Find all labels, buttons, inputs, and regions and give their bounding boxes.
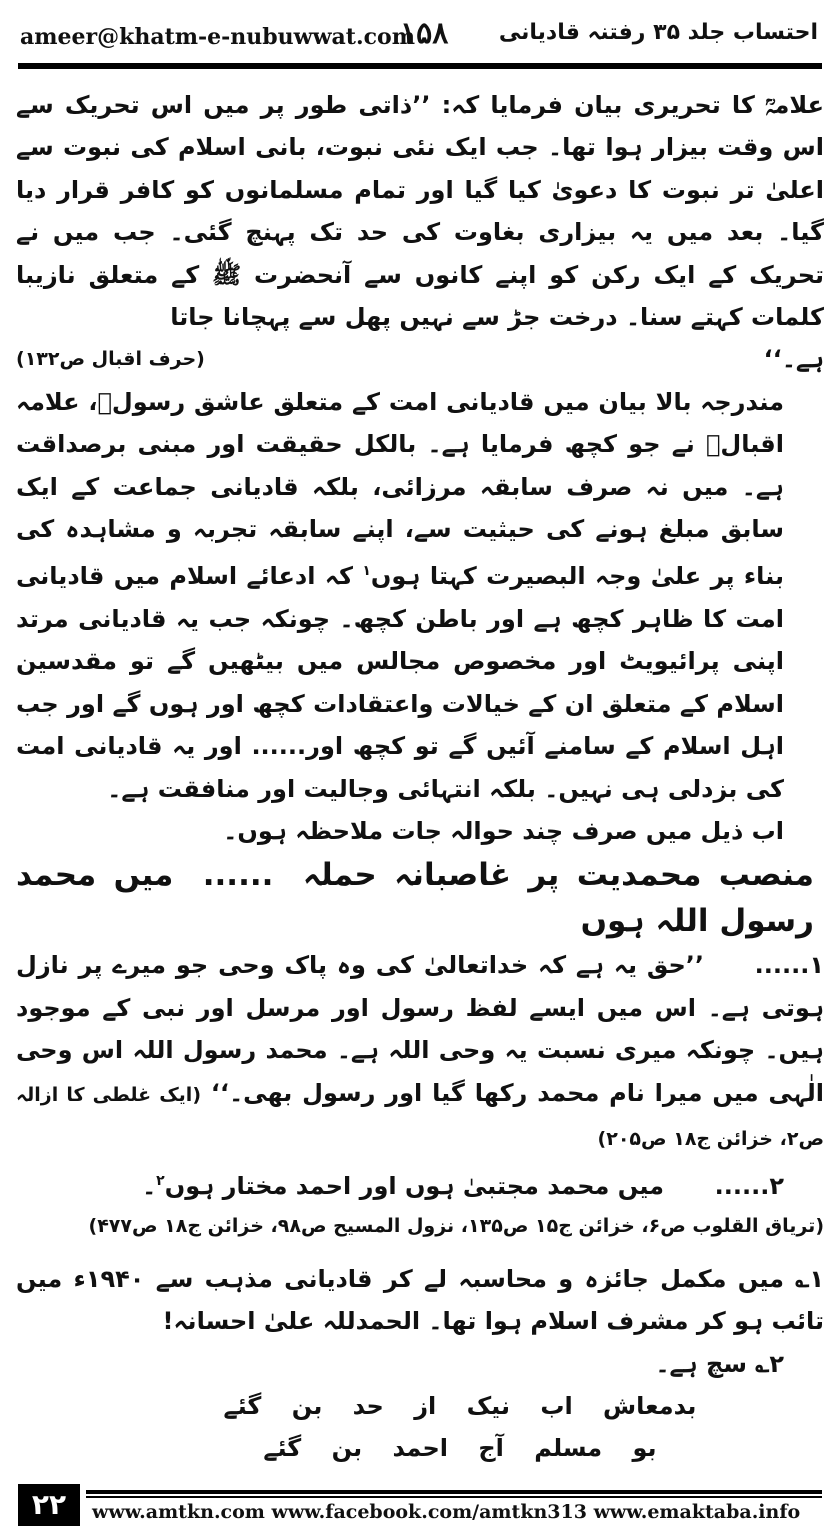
footnote-2: ۲؎ سچ ہے۔: [655, 1349, 784, 1378]
footer-rule: [86, 1490, 822, 1494]
header-email[interactable]: ameer@khatm-e-nubuwwat.com: [20, 24, 415, 50]
footer-links[interactable]: www.amtkn.com www.facebook.com/amtkn313 www.emaktaba.info: [92, 1501, 801, 1523]
header-book-title: احتساب جلد ۳۵ رفتنہ قادیانی: [498, 20, 818, 45]
quote-number-1: ۱......: [754, 951, 824, 980]
quote-item-2: ۲......میں محمد مجتبیٰ ہوں اور احمد مختار ہوں$^۲$۔: [16, 1160, 824, 1207]
heading-right: میں محمد رسول اللہ ہوں: [16, 857, 814, 940]
page-body: [16, 84, 824, 1469]
header-page-number: ۱۵۸: [400, 16, 449, 51]
footnote-1: ۱؎ میں مکمل جائزہ و محاسبہ لے کر قادیانی مذہب سے ۱۹۴۰ء میں تائب ہو کر مشرف اسلام ہوا تھا۔ الحمدللہ علیٰ احسانہ!: [16, 1264, 824, 1336]
heading-left: منصب محمدیت پر غاصبانہ حملہ: [302, 857, 814, 894]
paragraph-iqbal-statement: علامہؒ کا تحریری بیان فرمایا کہ: ’’ذاتی طور پر میں اس تحریک سے اس وقت بیزار ہوا تھا۔ جب ایک نئی نبوت، بانی اسلام کی نبوت سے اعلیٰ تر نبوت کا دعویٰ کیا گیا اور تمام مسلمانوں کو کافر قرار دیا گیا۔ بعد میں یہ بیزاری بغاوت کی حد تک پہنچ گئی۔ جب میں نے تحریک کے ایک رکن کو اپنے کانوں سے آنحضرت ﷺ کے متعلق نازیبا کلمات کہتے سنا۔ درخت جڑ سے نہیں پھل سے پہچانا جاتا: [16, 91, 825, 332]
paragraph-commentary-a: مندرجہ بالا بیان میں قادیانی امت کے متعلق عاشق رسولؐ، علامہ اقبالؒ نے جو کچھ فرمایا ہے۔ بالکل حقیقت اور مبنی برصداقت ہے۔ میں نہ صرف سابقہ مرزائی، بلکہ قادیانی جماعت کے ایک سابق مبلغ ہونے کی حیثیت سے، اپنے سابقہ تجربہ و مشاہدہ کی بناء پر علیٰ وجہ البصیرت کہتا ہوں: [16, 387, 784, 591]
page-header: [20, 14, 820, 60]
footnote-marker-1[interactable]: ۱: [362, 563, 371, 580]
poem-line-1: بدمعاش اب نیک از حد بن گئے: [223, 1391, 697, 1420]
paragraph-commentary-b: کہ ادعائے اسلام میں قادیانی امت کا ظاہر کچھ ہے اور باطن کچھ۔ چونکہ جب یہ قادیانی مرتد اپنی پرائیویٹ اور مخصوص مجالس میں بیٹھیں گے تو مقدسین اسلام کے متعلق ان کے خیالات واعتقادات کچھ اور ہوں گے اور جب اہل اسلام کے سامنے آئیں گے تو کچھ اور...... اور یہ قادیانی امت کی بزدلی ہی نہیں۔ بلکہ انتہائی وجالیت اور منافقت ہے۔: [16, 562, 784, 803]
footnote-separator: [16, 1244, 824, 1258]
paragraph-end: ہے۔‘‘: [763, 345, 824, 374]
quote-citation-1: (ایک غلطی کا ازالہ ص۲، خزائن ج۱۸ ص۲۰۵): [16, 1083, 824, 1150]
paragraph-commentary: [16, 381, 824, 810]
quote-item-1: [16, 944, 824, 1160]
section-heading: [16, 852, 824, 944]
heading-dots: ......: [202, 857, 274, 894]
quote-citation-2: (تریاق القلوب ص۶، خزائن ج۱۵ ص۱۳۵، نزول المسیح ص۹۸، خزائن ج۱۸ ص۴۷۷): [88, 1214, 824, 1237]
quote-text-1: ’’حق یہ ہے کہ خداتعالیٰ کی وہ پاک وحی جو میرے پر نازل ہوتی ہے۔ اس میں ایسے لفظ رسول اور مرسل اور نبی کے موجود ہیں۔ چونکہ میری نسبت یہ وحی اللہ ہے۔ محمد رسول اللہ اس وحی الٰہی میں میرا نام محمد رکھا گیا اور رسول بھی۔‘‘: [16, 951, 825, 1107]
quote-text-2: میں محمد مجتبیٰ ہوں اور احمد مختار ہوں: [164, 1172, 664, 1201]
paragraph-references-intro: اب ذیل میں صرف چند حوالہ جات ملاحظہ ہوں۔: [223, 816, 784, 845]
citation-harf-iqbal: (حرف اقبال ص۱۳۲): [16, 348, 205, 371]
header-rule: [18, 63, 822, 69]
footer-page-number: ۲۲: [18, 1484, 80, 1526]
quote-number-2: ۲......: [714, 1172, 784, 1201]
poem-line-2: بو مسلم آج احمد بن گئے: [263, 1433, 657, 1462]
page-footer: [18, 1488, 822, 1524]
footer-rule-thin: [86, 1496, 822, 1498]
paragraph-end-line: [16, 338, 824, 380]
footnote-marker-2[interactable]: ۲: [156, 1173, 165, 1190]
